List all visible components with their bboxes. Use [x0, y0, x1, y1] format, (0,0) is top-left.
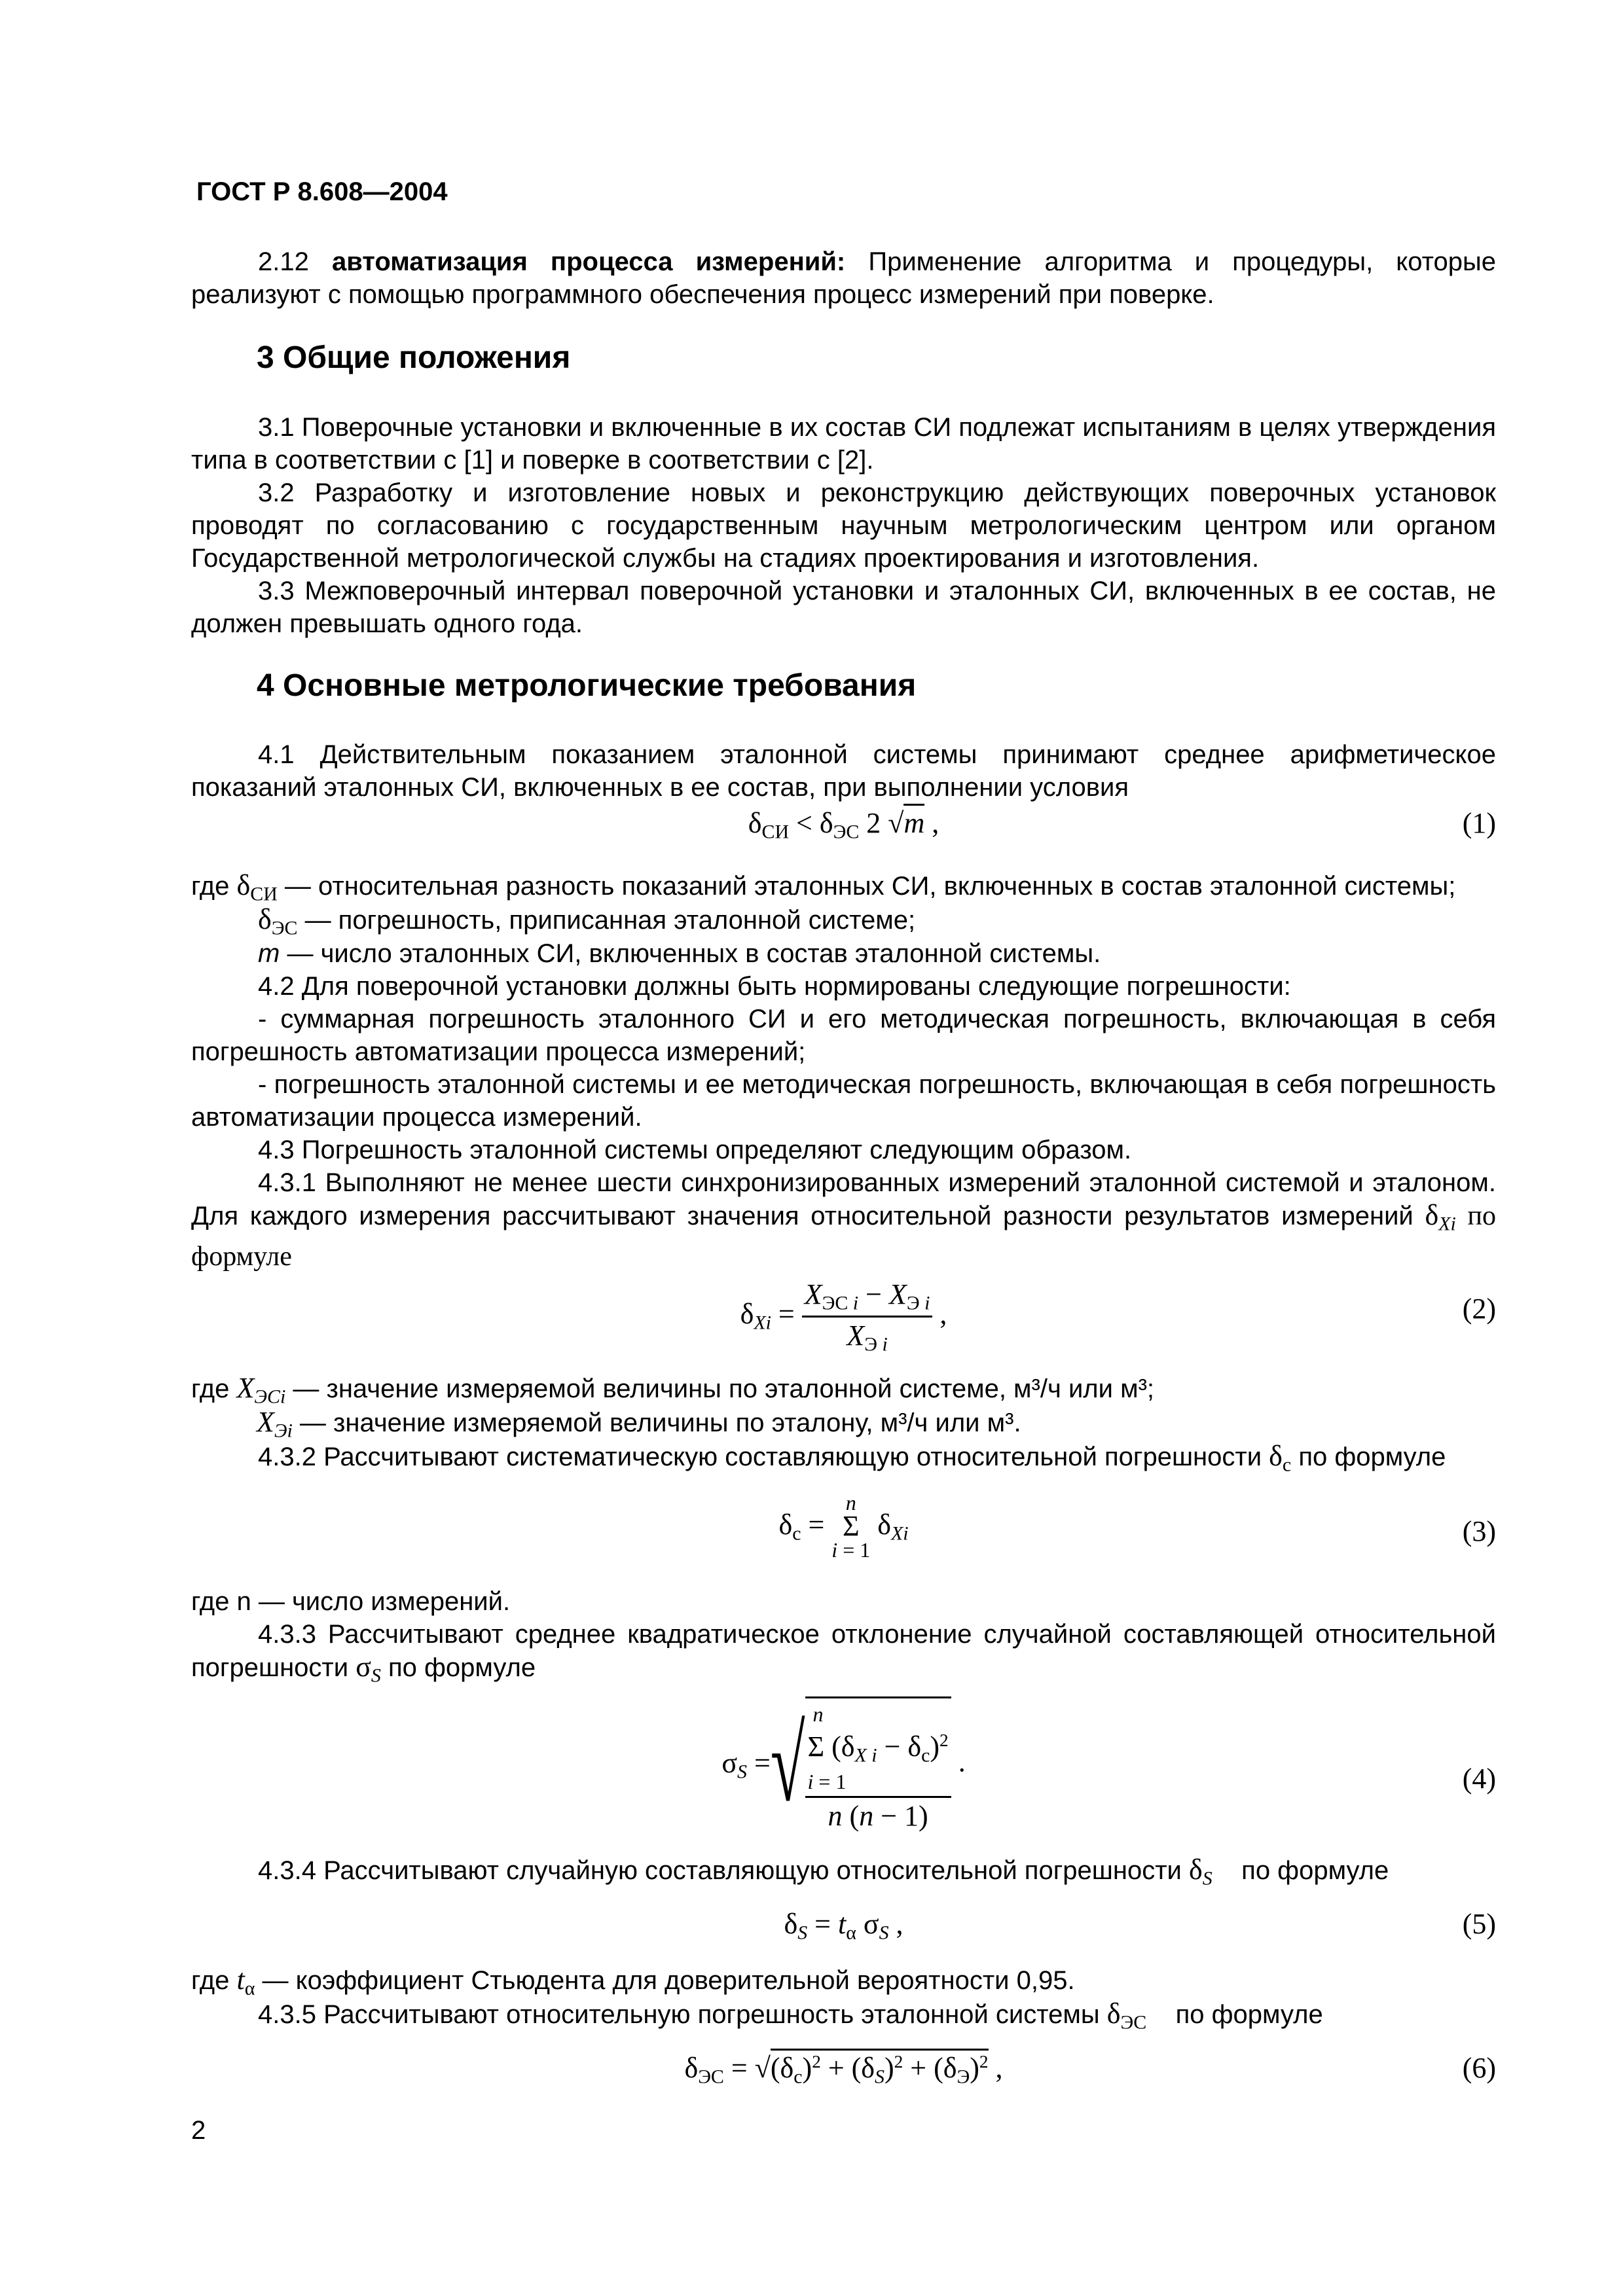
term: автоматизация процесса измерений:	[331, 247, 846, 276]
document-header: ГОСТ Р 8.608—2004	[196, 177, 448, 206]
paragraph-4-3: 4.3 Погрешность эталонной системы определяют следующим образом.	[258, 1136, 1132, 1164]
paragraph-4-1: 4.1 Действительным показанием эталонной системы принимают среднее арифметическое показаний эталонных СИ, включенных в ее состав, при выполнении условия	[191, 740, 1496, 802]
legend-delta-es: $\delta_{ЭС}$ — погрешность, приписанная эталонной системе;	[258, 903, 916, 939]
formula-number: (4)	[1462, 1763, 1496, 1795]
paragraph-4-3-3: 4.3.3 Рассчитывают среднее квадратическое отклонение случайной составляющей относительной погрешности $\sigma_S$ по формуле	[191, 1620, 1496, 1687]
section-3-title: 3 Общие положения	[257, 340, 571, 375]
formula-3: $\delta_с$ = n Σ i = 1 $\delta_{Xi}$ (3)	[778, 1491, 1496, 1562]
page-number: 2	[191, 2116, 206, 2145]
formula-number: (3)	[1462, 1515, 1496, 1547]
section-4-title: 4 Основные метрологические требования	[257, 668, 917, 703]
formula-2: $\delta_{Xi}$ = $\frac{X_{ЭС i} - X_{Э i}}{X_{Э i}}$ , (2)	[740, 1278, 1496, 1355]
paragraph-4-3-2: 4.3.2 Рассчитывают систематическую составляющую относительной погрешности $\delta_с$ по формуле	[258, 1440, 1446, 1476]
term-definition: Применение алгоритма и процедуры, которые реализуют с помощью программного обеспечения процесс измерений при поверке.	[191, 247, 1496, 309]
paragraph-3-3: 3.3 Межповерочный интервал поверочной установки и эталонных СИ, включенных в ее состав, не должен превышать одного года.	[191, 577, 1496, 638]
legend-t-alpha: где $t_\alpha$ — коэффициент Стьюдента для доверительной вероятности 0,95.	[191, 1964, 1075, 2000]
paragraph-2-12	[191, 245, 1496, 311]
formula-number: (5)	[1462, 1908, 1496, 1940]
formula-number: (1)	[1462, 807, 1496, 839]
paragraph-4-3-5: 4.3.5 Рассчитывают относительную погрешность эталонной системы $\delta_{ЭС}$ по формуле	[258, 1998, 1323, 2034]
legend-x-es: где $X_{ЭСi}$ — значение измеряемой величины по эталонной системе, м³/ч или м³;	[191, 1372, 1155, 1408]
legend-m: m — число эталонных СИ, включенных в состав эталонной системы.	[258, 939, 1101, 968]
formula-5: $\delta_S = t_\alpha$ $\sigma_S$ , (5)	[784, 1908, 1496, 1944]
clause-number: 2.12	[258, 247, 309, 276]
paragraph-4-3-4: 4.3.4 Рассчитывают случайную составляющую относительной погрешности $\delta_S$ по формуле	[258, 1854, 1389, 1890]
legend-n: где n — число измерений.	[191, 1587, 511, 1616]
paragraph-3-2: 3.2 Разработку и изготовление новых и реконструкцию действующих поверочных установок проводят по согласованию с государственным научным метрологическим центром или органом Государственной метрологической службы на стадиях проектирования и изготовления.	[191, 478, 1496, 573]
paragraph-3-1: 3.1 Поверочные установки и включенные в их состав СИ подлежат испытаниям в целях утверждения типа в соответствии с [1] и поверке в соответствии с [2].	[191, 413, 1496, 475]
paragraph-4-2-item-1: - суммарная погрешность эталонного СИ и его методическая погрешность, включающая в себя погрешность автоматизации процесса измерений;	[191, 1005, 1496, 1066]
legend-x-e: $X_{Эi}$ — значение измеряемой величины по эталону, м³/ч или м³.	[257, 1406, 1021, 1442]
legend-delta-si: где $\delta_{СИ}$ — относительная разность показаний эталонных СИ, включенных в состав эталонной системы;	[191, 869, 1456, 905]
formula-6: $\delta_{ЭС} = √(\delta_с)^2 + (\delta_S)^2 + (\delta_Э)^2$ , (6)	[191, 2049, 1496, 2090]
paragraph-4-2: 4.2 Для поверочной установки должны быть нормированы следующие погрешности:	[258, 972, 1291, 1001]
formula-number: (6)	[1462, 2052, 1496, 2084]
formula-4: $\sigma_S$ =√ n Σ $(\delta_{X i} - \delta_с)^2$ i = 1 n (n − 1) . (4)	[191, 1696, 1496, 1827]
formula-number: (2)	[1462, 1293, 1496, 1325]
formula-1: $\delta_{СИ} < \delta_{ЭС}$ 2 √m , (1)	[191, 804, 1496, 843]
paragraph-4-3-1: 4.3.1 Выполняют не менее шести синхронизированных измерений эталонной системой и эталоном. Для каждого измерения рассчитывают значения относительной разности результатов измерений $\delta_{Xi}$ по формуле	[191, 1168, 1496, 1272]
paragraph-4-2-item-2: - погрешность эталонной системы и ее методическая погрешность, включающая в себя погрешность автоматизации процесса измерений.	[191, 1070, 1496, 1132]
